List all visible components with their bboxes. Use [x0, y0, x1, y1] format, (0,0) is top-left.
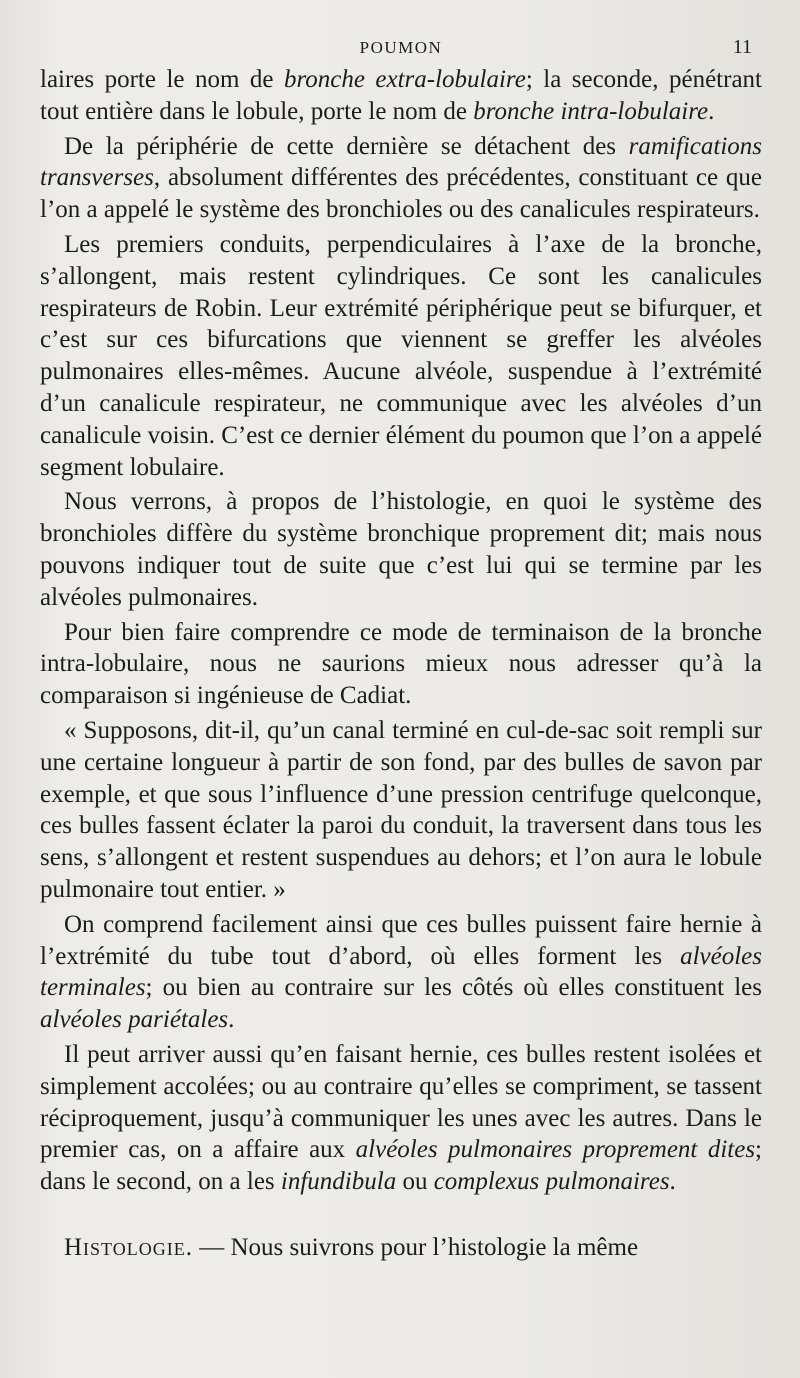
text-run: « Supposons, dit-il, qu’un canal terminé en cul-de-sac soit rempli sur une certaine longueur à partir de son fond, par des bulles de savon par exemple, et que sous l’influence d’une pression centrifuge quelconque, ces bulles fassent éclater la paroi du conduit, la traversent dans tous les sens, s’allongent et restent suspendues au dehors; et l’on aura le lobule pulmonaire tout entier. »: [40, 716, 762, 903]
running-head: [40, 30, 762, 64]
paragraph: [40, 229, 762, 483]
italic-term: bronche intra-lobulaire: [473, 97, 709, 125]
text-run: De la périphérie de cette dernière se détachent des: [64, 132, 629, 160]
paragraph: [40, 715, 762, 906]
paragraph: [40, 1039, 762, 1198]
italic-term: complexus pulmonaires: [433, 1168, 670, 1196]
text-run: .: [708, 97, 715, 125]
text-run: ; ou bien au contraire sur les côtés où elles constituent les: [145, 974, 762, 1002]
text-run: On comprend facilement ainsi que ces bulles puissent faire hernie à l’extrémité du tube tout d’abord, où elles forment les: [40, 910, 762, 970]
text-run: laires porte le nom de: [40, 66, 284, 93]
italic-term: alvéoles pulmonaires proprement dites: [355, 1136, 756, 1164]
italic-term: bronche extra-lobulaire: [283, 66, 526, 93]
paragraph: [40, 909, 762, 1036]
section-heading-paragraph: [40, 1232, 762, 1264]
page-number: 11: [732, 36, 752, 58]
text-run: .: [669, 1168, 676, 1196]
italic-term: ramifications transverses: [40, 132, 762, 192]
text-run: Nous verrons, à propos de l’histologie, en quoi le système des bronchioles diffère du système bronchique proprement dit; mais nous pouvons indiquer tout de suite que c’est lui qui se termine par les alvéoles pulmonaires.: [40, 488, 762, 611]
paragraph: [40, 64, 762, 128]
text-run: ou: [396, 1168, 434, 1196]
italic-term: alvéoles pariétales: [40, 1006, 229, 1034]
text-run: ; la seconde, pénétrant tout entière dans le lobule, porte le nom de: [40, 66, 762, 125]
body-text: [40, 64, 762, 1264]
italic-term: alvéoles terminales: [40, 942, 762, 1002]
text-run: , absolument différentes des précédentes, constituant ce que l’on a appelé le système des bronchioles ou des canalicules respirateurs.: [40, 164, 762, 224]
running-title: POUMON: [359, 38, 443, 57]
text-run: .: [228, 1006, 235, 1034]
paragraph: [40, 131, 762, 226]
section-heading: Histologie.: [64, 1233, 193, 1261]
paragraph: [40, 486, 762, 613]
text-run: ; dans le second, on a les: [40, 1136, 762, 1196]
text-run: — Nous suivrons pour l’histologie la même: [192, 1233, 639, 1261]
text-run: Pour bien faire comprendre ce mode de terminaison de la bronche intra-lobulaire, nous ne saurions mieux nous adresser qu’à la comparaison si ingénieuse de Cadiat.: [40, 618, 762, 710]
text-run: Les premiers conduits, perpendiculaires à l’axe de la bronche, s’allongent, mais restent cylindriques. Ce sont les canalicules respirateurs de Robin. Leur extrémité périphérique peut se bifurquer, et c’est sur ces bifurcations que viennent se greffer les alvéoles pulmonaires elles-mêmes. Aucune alvéole, suspendue à l’extrémité d’un canalicule respirateur, ne communique avec les alvéoles d’un canalicule voisin. C’est ce dernier élément du poumon que l’on a appelé segment lobulaire.: [40, 230, 762, 481]
paragraph: [40, 617, 762, 712]
italic-term: infundibula: [280, 1168, 397, 1196]
text-run: Il peut arriver aussi qu’en faisant hernie, ces bulles restent isolées et simplement accolées; ou au contraire qu’elles se compriment, se tassent réciproquement, jusqu’à communiquer les unes avec les autres. Dans le premier cas, on a affaire aux: [40, 1040, 762, 1164]
